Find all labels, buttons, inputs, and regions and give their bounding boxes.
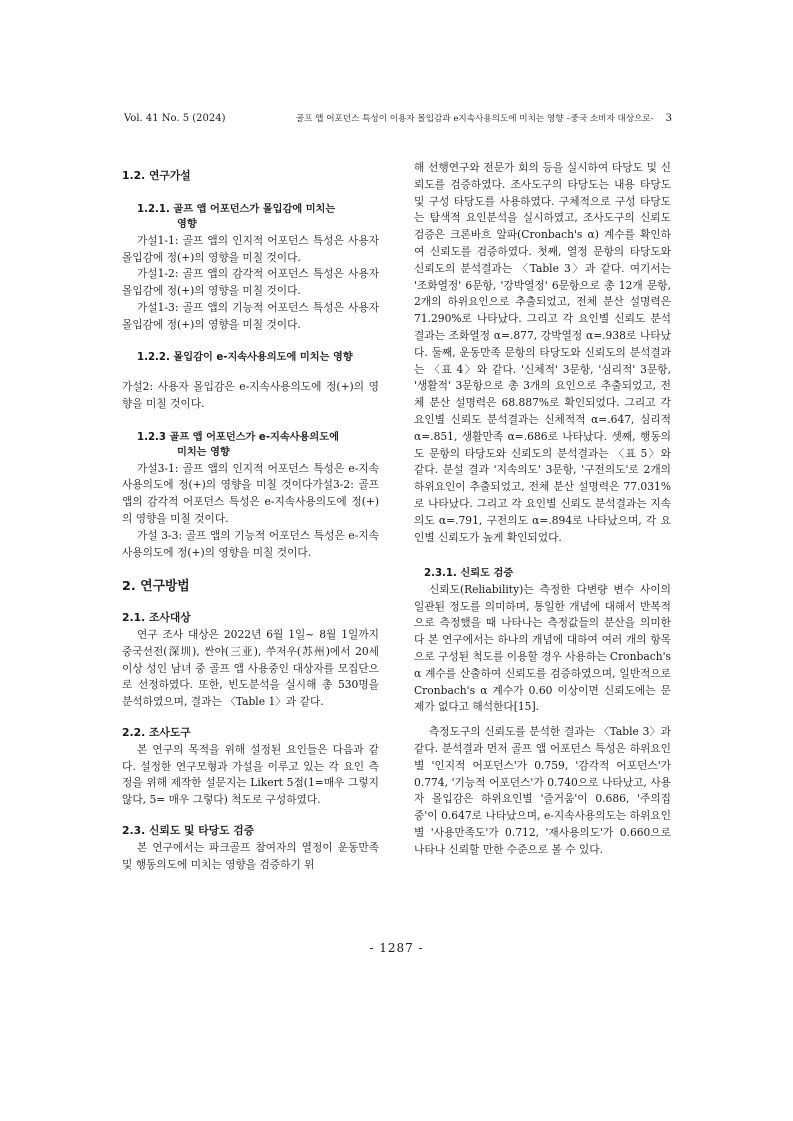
section-2-3-1-title: 2.3.1. 신뢰도 검증 xyxy=(424,568,514,580)
section-2-title: 2. 연구방법 xyxy=(122,579,190,595)
hypothesis-1-1: 가설1-1: 골프 앱의 인지적 어포던스 특성은 사용자 몰입감에 정(+)의 영향을 미칠 것이다. xyxy=(122,233,379,264)
page-number-footer: - 1287 - xyxy=(369,941,424,955)
hypothesis-1-2: 가설1-2: 골프 앱의 감각적 어포던스 특성은 사용자 몰입감에 정(+)의 영향을 미칠 것이다. xyxy=(122,267,379,298)
section-1-2-2-title: 1.2.2. 몰입감이 e-지속사용의도에 미치는 영향 xyxy=(137,351,353,363)
section-1-2-title: 1.2. 연구가설 xyxy=(122,169,191,182)
running-title xyxy=(296,112,672,126)
section-2-2-body: 본 연구의 목적을 위해 설정된 요인들은 다음과 같다. 설정한 연구모형과 가설을 이루고 있는 각 요인 측정을 위해 제작한 설문지는 Likert 5점(1=매우 그렇지 않다, 5= 매우 그렇다) 척도로 구성하였다. xyxy=(122,742,379,807)
section-2-3-title: 2.3. 신뢰도 및 타당도 검증 xyxy=(122,824,255,838)
right-column xyxy=(414,160,671,859)
running-title-text: 골프 앱 어포던스 특성이 이용자 몰입감과 e지속사용의도에 미치는 영향 –중국 소비자 대상으로- xyxy=(295,114,654,124)
section-2-2-title: 2.2. 조사도구 xyxy=(122,726,191,740)
hypothesis-2: 가설2: 사용자 몰입감은 e-지속사용의도에 정(+)의 영향을 미칠 것이다. xyxy=(122,380,379,410)
hypothesis-3-1-3-2: 가설3-1: 골프 앱의 인지적 어포던스 특성은 e-지속사용의도에 정(+)의 영향을 미칠 것이다가설3-2: 골프 앱의 감각적 어포던스 특성은 e-지속사용의도에 정(+)의 영향을 미칠 것이다. xyxy=(122,461,379,526)
section-2-1-title: 2.1. 조사대상 xyxy=(122,611,191,625)
section-2-1-body: 연구 조사 대상은 2022년 6월 1일~ 8월 1일까지 중국선전(深圳), 싼야(三亚), 쑤저우(苏州)에서 20세 이상 성인 남녀 중 골프 앱 사용중인 대상자를 모집단으로 선정하였다. 또한, 빈도분석을 실시해 총 530명을 분석하였으며, 결과는 〈Table 1〉과 같다. xyxy=(122,628,379,709)
left-column xyxy=(122,160,379,873)
hypothesis-3-3: 가설 3-3: 골프 앱의 기능적 어포던스 특성은 e-지속사용의도에 정(+)의 영향을 미칠 것이다. xyxy=(122,528,379,559)
hypothesis-1-3: 가설1-3: 골프 앱의 기능적 어포던스 특성은 사용자 몰입감에 정(+)의 영향을 미칠 것이다. xyxy=(122,300,379,331)
section-1-2-1-title xyxy=(122,202,379,233)
header-page-number: 3 xyxy=(665,113,672,124)
running-header xyxy=(124,112,672,126)
volume-info: Vol. 41 No. 5 (2024) xyxy=(124,113,226,124)
reliability-paragraph: 신뢰도(Reliability)는 측정한 다변량 변수 사이의 일관된 정도를 의미하며, 통일한 개념에 대해서 반복적으로 측정했을 때 나타나는 측정값들의 분산을 의미한다 본 연구에서는 하나의 개념에 대하여 여러 개의 항목으로 구성된 척도를 이용할 경우 사용하는 Cronbach's α 계수를 산출하여 신뢰도를 검증하였으며, 일반적으로 Cronbach's α 계수가 0.60 이상이면 신뢰도에는 문제가 없다고 해석한다[15]. xyxy=(414,582,672,714)
section-1-2-1-title-line2: 영향 xyxy=(177,219,197,231)
reliability-results-paragraph: 측정도구의 신뢰도를 분석한 결과는 〈Table 3〉과 같다. 분석결과 먼저 골프 앱 어포던스 특성은 하위요인별 '인지적 어포던스'가 0.759, '감각적 어포던스'가 0.774, '기능적 어포던스'가 0.740으로 나타났고, 사용자 몰입감은 하위요인별 '즐거움'이 0.686, '주의집중'이 0.647로 나타났으며, e-지속사용의도는 하위요인별 '사용만족도'가 0.712, '재사용의도'가 0.660으로 나타나 신뢰할 만한 수준으로 볼 수 있다. xyxy=(414,725,671,856)
section-1-2-3-title-line1: 1.2.3 골프 앱 어포던스가 e-지속사용의도에 xyxy=(137,431,339,443)
section-1-2-1-title-line1: 1.2.1. 골프 앱 어포던스가 몰입감에 미치는 xyxy=(137,203,336,215)
section-1-2-3-title xyxy=(122,430,379,461)
section-2-3-body: 본 연구에서는 파크골프 참여자의 열정이 운동만족 및 행동의도에 미치는 영향을 검증하기 위 xyxy=(122,840,379,871)
validity-paragraph: 해 선행연구와 전문가 회의 등을 실시하여 타당도 및 신뢰도를 검증하였다. 조사도구의 타당도는 내용 타당도 및 구성 타당도를 사용하였다. 구체적으로 구성 타당도는 탐색적 요인분석을 실시하였고, 조사도구의 신뢰도 검증은 크론바흐 알파(Cronbach's α) 계수를 확인하여 신뢰도를 검증하였다. 첫째, 열정 문항의 타당도와 신뢰도의 분석결과는 〈Table 3〉과 같다. 여기서는 '조화열정' 6문항, '강박열정' 6문항으로 총 12개 문항, 2개의 하위요인으로 추출되었고, 전체 분산 설명력은 71.290%로 나타났다. 그리고 각 요인별 신뢰도 분석결과는 조화열정 α=.877, 강박열정 α=.938로 나타났다. 둘째, 운동만족 문항의 타당도와 신뢰도의 분석결과는 〈표 4〉와 같다. '신체적' 3문항, '심리적' 3문항, '생활적' 3문항으로 총 3개의 요인으로 추출되었고, 전체 분산 설명력은 68.887%로 확인되었다. 그리고 각 요인별 신뢰도 분석결과는 신체적적 α=.647, 심리적 α=.851, 생활만족 α=.686로 나타났다. 셋째, 행동의도 문항의 타당도와 신뢰도의 분석결과는 〈표 5〉와 같다. 분설 결과 '지속의도' 3문항, '구전의도'로 2개의 하위요인이 추출되었고, 전체 분산 설명력은 77.031%로 나타났다. 그리고 각 요인별 신뢰도 분석결과는 지속의도 α=.791, 구전의도 α=.894로 나타났으며, 각 요인별 신뢰도가 높게 확인되었다. xyxy=(414,161,671,544)
section-1-2-3-title-line2: 미치는 영향 xyxy=(177,447,230,459)
